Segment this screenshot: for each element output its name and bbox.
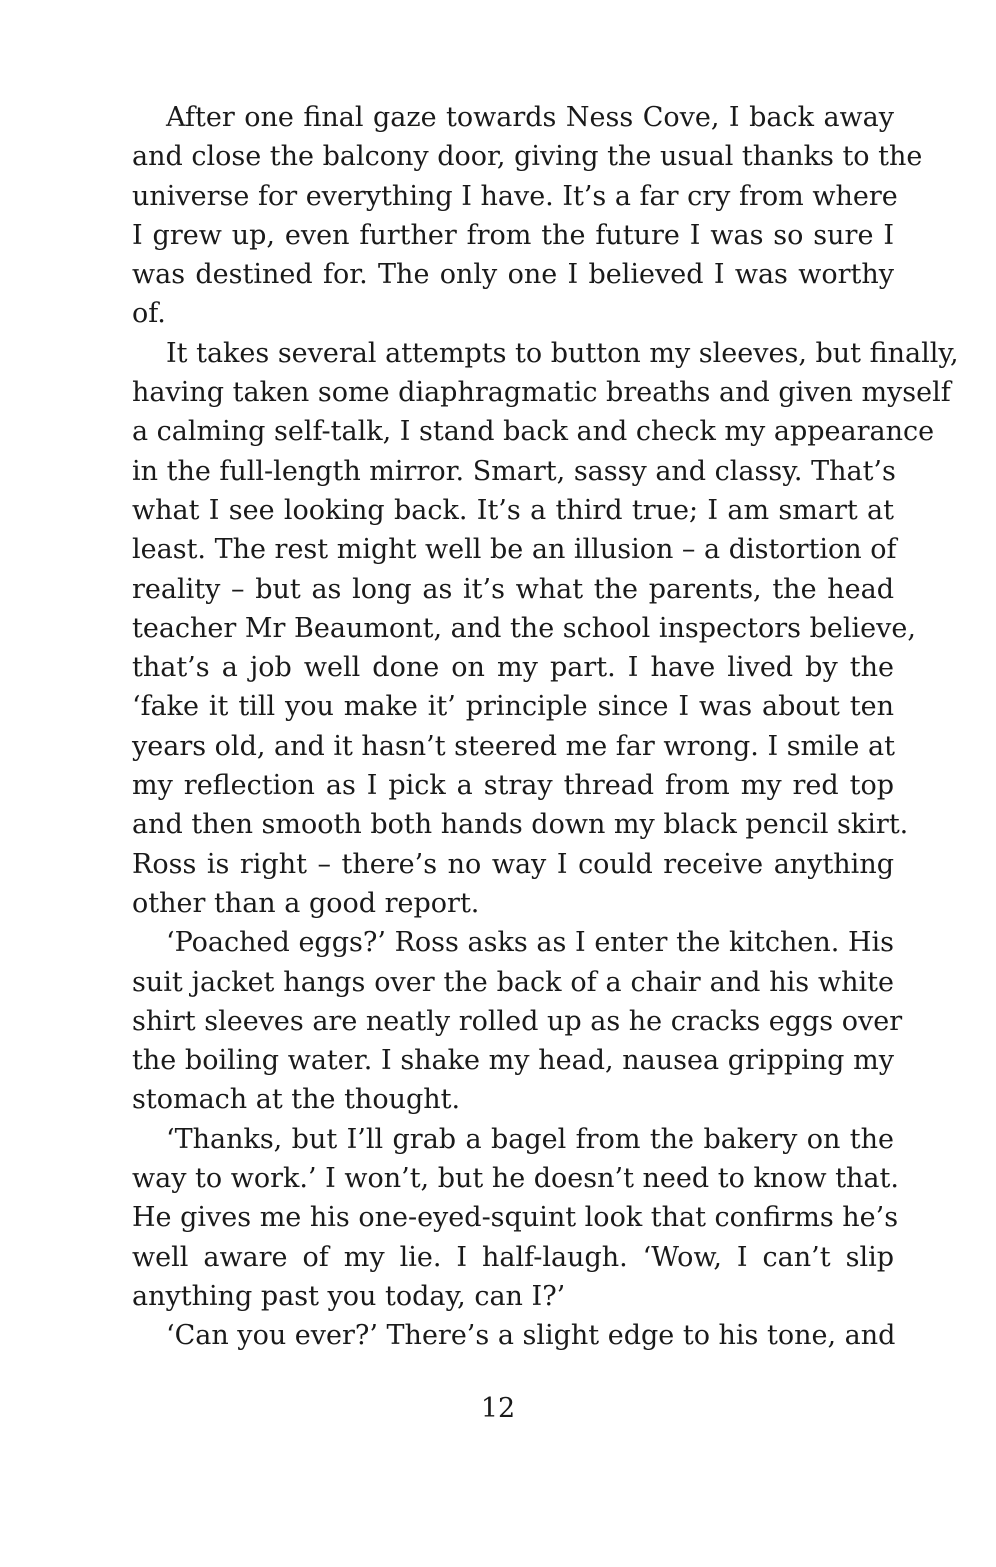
text-line: was destined for. The only one I believed I was worthy: [132, 259, 894, 291]
text-line: of.: [132, 298, 166, 330]
text-line: reality – but as long as it’s what the parents, the head: [132, 573, 894, 605]
text-line: in the full-length mirror. Smart, sassy and classy. That’s: [132, 455, 896, 487]
text-line: the boiling water. I shake my head, nausea gripping my: [132, 1045, 894, 1077]
text-line: ‘Poached eggs?’ Ross asks as I enter the kitchen. His: [166, 927, 894, 959]
text-line: and close the balcony door, giving the usual thanks to the: [132, 141, 923, 173]
text-line: my reflection as I pick a stray thread from my red top: [132, 770, 894, 802]
text-line: It takes several attempts to button my sleeves, but finally,: [166, 337, 959, 369]
text-line: what I see looking back. It’s a third true; I am smart at: [132, 494, 894, 526]
text-line: Ross is right – there’s no way I could receive anything: [132, 848, 894, 880]
text-line: and then smooth both hands down my black pencil skirt.: [132, 809, 909, 841]
text-line: anything past you today, can I?’: [132, 1280, 566, 1312]
text-line: way to work.’ I won’t, but he doesn’t need to know that.: [132, 1163, 899, 1195]
text-line: a calming self-talk, I stand back and check my appearance: [132, 416, 935, 448]
text-line: ‘fake it till you make it’ principle since I was about ten: [132, 691, 894, 723]
text-line: ‘Can you ever?’ There’s a slight edge to his tone, and: [166, 1320, 896, 1352]
paragraph-1: [132, 98, 923, 334]
paragraph-2: [132, 334, 959, 923]
text-line: universe for everything I have. It’s a far cry from where: [132, 180, 898, 212]
text-line: well aware of my lie. I half-laugh. ‘Wow, I can’t slip: [132, 1241, 894, 1273]
text-line: teacher Mr Beaumont, and the school inspectors believe,: [132, 612, 916, 644]
body-text: [132, 98, 959, 1356]
page-number: 12: [480, 1393, 516, 1424]
paragraph-4: [132, 1120, 899, 1316]
text-line: least. The rest might well be an illusion – a distortion of: [132, 534, 897, 566]
text-line: stomach at the thought.: [132, 1084, 461, 1116]
text-line: years old, and it hasn’t steered me far wrong. I smile at: [132, 730, 895, 762]
text-line: ‘Thanks, but I’ll grab a bagel from the bakery on the: [166, 1123, 894, 1155]
text-line: that’s a job well done on my part. I have lived by the: [132, 652, 894, 684]
text-line: other than a good report.: [132, 887, 480, 919]
text-line: He gives me his one-eyed-squint look that confirms he’s: [132, 1202, 899, 1234]
paragraph-3: [132, 923, 903, 1119]
text-line: having taken some diaphragmatic breaths and given myself: [132, 377, 951, 409]
text-line: After one final gaze towards Ness Cove, I back away: [166, 102, 894, 133]
paragraph-5: [132, 1316, 894, 1355]
text-line: suit jacket hangs over the back of a chair and his white: [132, 966, 894, 998]
text-line: shirt sleeves are neatly rolled up as he cracks eggs over: [132, 1005, 903, 1037]
text-line: I grew up, even further from the future I was so sure I: [132, 219, 894, 251]
